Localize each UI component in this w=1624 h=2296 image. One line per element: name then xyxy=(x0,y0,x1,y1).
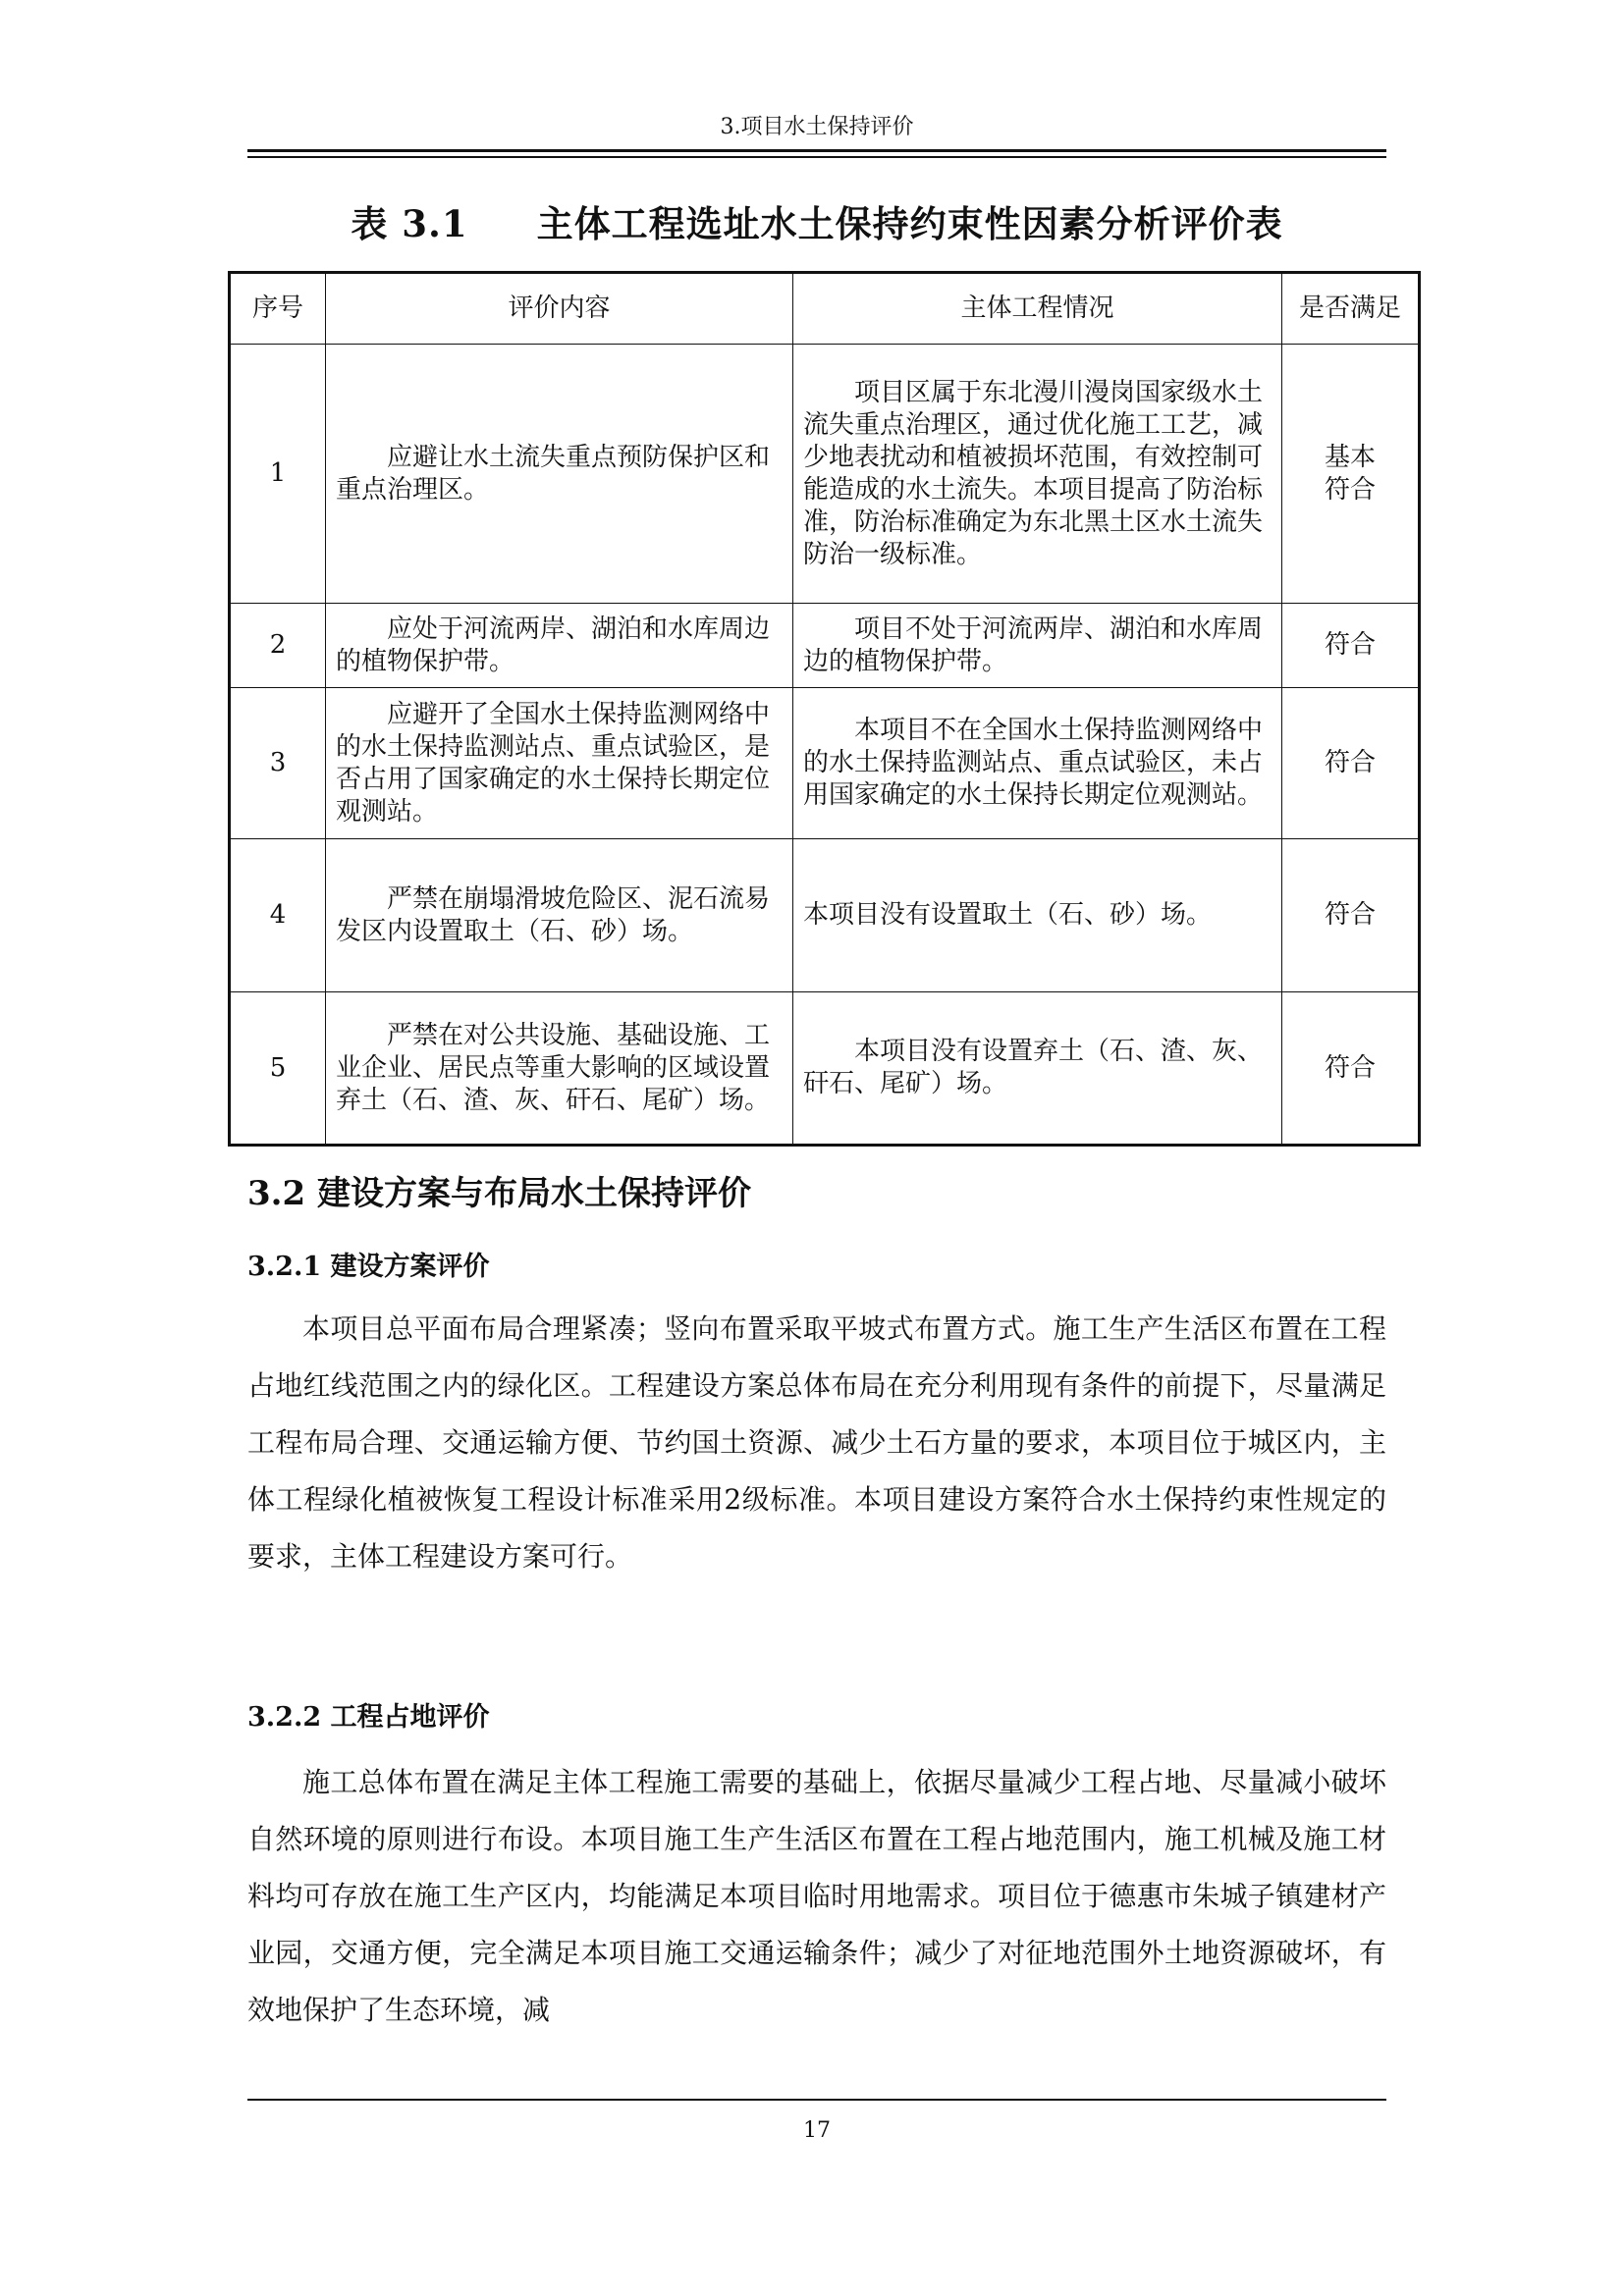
row-result: 符合 xyxy=(1282,604,1420,688)
row-content xyxy=(326,992,793,1146)
row-status-text: 本项目不在全国水土保持监测网络中的水土保持监测站点、重点试验区，未占用国家确定的水土保持长期定位观测站。 xyxy=(803,716,1264,810)
row-result: 基本符合 xyxy=(1282,345,1420,604)
row-content-text: 应避让水土流失重点预防保护区和重点治理区。 xyxy=(336,442,771,505)
running-header: 3.项目水土保持评价 xyxy=(720,115,914,139)
row-content xyxy=(326,839,793,992)
row-status xyxy=(793,345,1282,604)
row-status xyxy=(793,839,1282,992)
table-title xyxy=(247,194,1386,247)
row-result: 符合 xyxy=(1282,688,1420,839)
table-row xyxy=(230,688,1420,839)
row-status-text: 项目不处于河流两岸、湖泊和水库周边的植物保护带。 xyxy=(803,614,1264,676)
row-result: 符合 xyxy=(1282,992,1420,1146)
paragraph-land: 施工总体布置在满足主体工程施工需要的基础上，依据尽量减少工程占地、尽量减小破坏自然环境的原则进行布设。本项目施工生产生活区布置在工程占地范围内，施工机械及施工材料均可存放在施工生产区内，均能满足本项目临时用地需求。项目位于德惠市朱城子镇建材产业园，交通方便，完全满足本项目施工交通运输条件；减少了对征地范围外土地资源破坏，有效地保护了生态环境，减 xyxy=(247,1766,1386,2026)
evaluation-table xyxy=(228,271,1421,1147)
header-rule-thin xyxy=(247,156,1386,158)
row-content xyxy=(326,345,793,604)
col-header-no: 序号 xyxy=(230,273,326,345)
section-heading: 3.2 建设方案与布局水土保持评价 xyxy=(247,1174,751,1213)
row-status-text: 本项目没有设置弃土（石、渣、灰、矸石、尾矿）场。 xyxy=(803,1037,1264,1098)
table-row xyxy=(230,604,1420,688)
paragraph-plan: 本项目总平面布局合理紧凑；竖向布置采取平坡式布置方式。施工生产生活区布置在工程占地红线范围之内的绿化区。工程建设方案总体布局在充分利用现有条件的前提下，尽量满足工程布局合理、交通运输方便、节约国土资源、减少土石方量的要求，本项目位于城区内，主体工程绿化植被恢复工程设计标准采用2级标准。本项目建设方案符合水土保持约束性规定的要求，主体工程建设方案可行。 xyxy=(247,1312,1386,1573)
row-status-text: 本项目没有设置取土（石、砂）场。 xyxy=(803,900,1213,930)
table-row xyxy=(230,992,1420,1146)
row-status xyxy=(793,688,1282,839)
table-row xyxy=(230,839,1420,992)
row-content-text: 应避开了全国水土保持监测网络中的水土保持监测站点、重点试验区，是否占用了国家确定的水土保持长期定位观测站。 xyxy=(336,699,771,827)
row-no: 2 xyxy=(230,604,326,688)
row-no: 3 xyxy=(230,688,326,839)
col-header-content: 评价内容 xyxy=(326,273,793,345)
row-no: 1 xyxy=(230,345,326,604)
header-rule-thick xyxy=(247,149,1386,152)
row-no: 4 xyxy=(230,839,326,992)
table-number: 表 3.1 xyxy=(351,202,468,245)
row-status xyxy=(793,604,1282,688)
row-content-text: 应处于河流两岸、湖泊和水库周边的植物保护带。 xyxy=(336,614,771,676)
row-content-text: 严禁在对公共设施、基础设施、工业企业、居民点等重大影响的区域设置弃土（石、渣、灰、矸石、尾矿）场。 xyxy=(336,1020,771,1115)
col-header-status: 主体工程情况 xyxy=(793,273,1282,345)
row-content xyxy=(326,604,793,688)
table-header-row xyxy=(230,273,1420,345)
row-result: 符合 xyxy=(1282,839,1420,992)
col-header-result: 是否满足 xyxy=(1282,273,1420,345)
subsection-heading-land: 3.2.2 工程占地评价 xyxy=(247,1702,490,1733)
row-content-text: 严禁在崩塌滑坡危险区、泥石流易发区内设置取土（石、砂）场。 xyxy=(336,883,771,946)
footer-rule xyxy=(247,2099,1386,2101)
row-status xyxy=(793,992,1282,1146)
row-no: 5 xyxy=(230,992,326,1146)
page-number: 17 xyxy=(803,2118,831,2143)
row-status-text: 项目区属于东北漫川漫岗国家级水土流失重点治理区，通过优化施工工艺，减少地表扰动和植被损坏范围，有效控制可能造成的水土流失。本项目提高了防治标准，防治标准确定为东北黑土区水土流失防治一级标准。 xyxy=(803,377,1264,569)
subsection-heading-plan: 3.2.1 建设方案评价 xyxy=(247,1252,490,1282)
table-row xyxy=(230,345,1420,604)
row-content xyxy=(326,688,793,839)
table-caption: 主体工程选址水土保持约束性因素分析评价表 xyxy=(536,202,1283,245)
